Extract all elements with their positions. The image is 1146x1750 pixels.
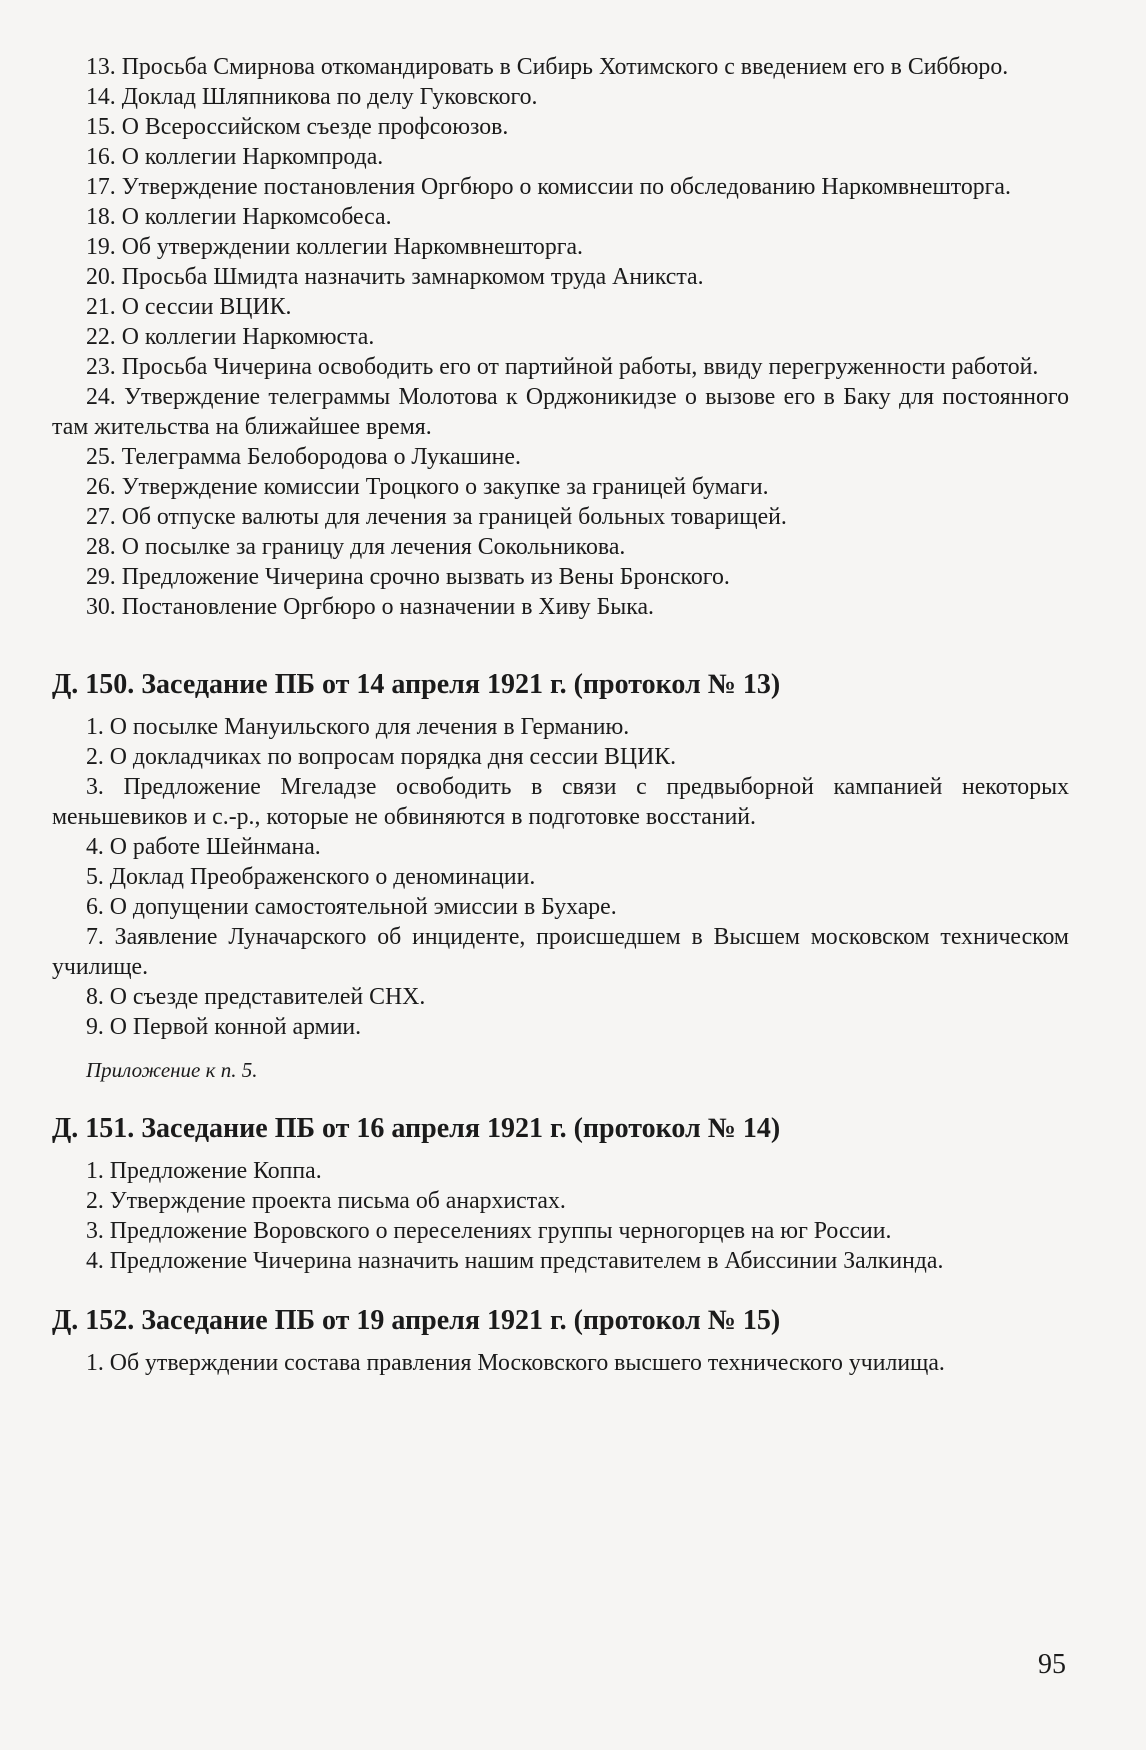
- appendix-note: Приложение к п. 5.: [86, 1058, 258, 1082]
- list-item: 7. Заявление Луначарского об инциденте, происшедшем в Высшем московском техническом училище.: [52, 924, 1069, 980]
- list-item: 30. Постановление Оргбюро о назначении в Хиву Быка.: [86, 594, 654, 620]
- list-item: 1. Предложение Коппа.: [86, 1158, 322, 1184]
- section-151-list: [52, 1156, 1069, 1276]
- list-item: 16. О коллегии Наркомпрода.: [86, 144, 384, 170]
- list-item: 1. О посылке Мануильского для лечения в Германию.: [86, 714, 630, 740]
- list-item: 2. Утверждение проекта письма об анархистах.: [86, 1188, 566, 1214]
- section-151: [52, 1112, 1069, 1276]
- list-item: 22. О коллегии Наркомюста.: [86, 324, 375, 350]
- section-152-list: [52, 1348, 1069, 1378]
- list-item: 6. О допущении самостоятельной эмиссии в Бухаре.: [86, 894, 617, 920]
- list-item: 17. Утверждение постановления Оргбюро о комиссии по обследованию Наркомвнешторга.: [86, 174, 1011, 200]
- list-item: 20. Просьба Шмидта назначить замнаркомом труда Аникста.: [86, 264, 704, 290]
- list-item: 9. О Первой конной армии.: [86, 1014, 362, 1040]
- intro-list: [52, 52, 1069, 622]
- list-item: 18. О коллегии Наркомсобеса.: [86, 204, 392, 230]
- document-page: [52, 52, 1069, 1378]
- section-title: Д. 151. Заседание ПБ от 16 апреля 1921 г. (протокол № 14): [52, 1113, 781, 1144]
- section-title: Д. 150. Заседание ПБ от 14 апреля 1921 г. (протокол № 13): [52, 669, 781, 700]
- list-item: 2. О докладчиках по вопросам порядка дня сессии ВЦИК.: [86, 744, 677, 770]
- list-item: 29. Предложение Чичерина срочно вызвать из Вены Бронского.: [86, 564, 730, 590]
- list-item: 24. Утверждение телеграммы Молотова к Орджоникидзе о вызове его в Баку для постоянного там жительства на ближайшее время.: [52, 384, 1069, 440]
- section-title: Д. 152. Заседание ПБ от 19 апреля 1921 г. (протокол № 15): [52, 1305, 781, 1336]
- list-item: 13. Просьба Смирнова откомандировать в Сибирь Хотимского с введением его в Сиббюро.: [86, 54, 1009, 80]
- list-item: 8. О съезде представителей СНХ.: [86, 984, 426, 1010]
- list-item: 5. Доклад Преображенского о деноминации.: [86, 864, 536, 890]
- list-item: 3. Предложение Мгеладзе освободить в связи с предвыборной кампанией некоторых меньшевиков и с.-р., которые не обвиняются в подготовке восстаний.: [52, 774, 1069, 830]
- list-item: 21. О сессии ВЦИК.: [86, 294, 292, 320]
- list-item: 27. Об отпуске валюты для лечения за границей больных товарищей.: [86, 504, 787, 530]
- section-150-list: [52, 712, 1069, 1042]
- section-152: [52, 1304, 1069, 1378]
- list-item: 4. Предложение Чичерина назначить нашим представителем в Абиссинии Залкинда.: [86, 1248, 944, 1274]
- list-item: 26. Утверждение комиссии Троцкого о закупке за границей бумаги.: [86, 474, 769, 500]
- list-item: 4. О работе Шейнмана.: [86, 834, 321, 860]
- list-item: 1. Об утверждении состава правления Московского высшего технического училища.: [86, 1350, 945, 1376]
- list-item: 15. О Всероссийском съезде профсоюзов.: [86, 114, 509, 140]
- list-item: 14. Доклад Шляпникова по делу Гуковского.: [86, 84, 538, 110]
- list-item: 19. Об утверждении коллегии Наркомвнешторга.: [86, 234, 584, 260]
- page-number: 95: [1038, 1649, 1066, 1680]
- list-item: 3. Предложение Воровского о переселениях группы черногорцев на юг России.: [86, 1218, 892, 1244]
- list-item: 25. Телеграмма Белобородова о Лукашине.: [86, 444, 521, 470]
- list-item: 23. Просьба Чичерина освободить его от партийной работы, ввиду перегруженности работой.: [86, 354, 1039, 380]
- section-150: [52, 668, 1069, 1084]
- list-item: 28. О посылке за границу для лечения Сокольникова.: [86, 534, 626, 560]
